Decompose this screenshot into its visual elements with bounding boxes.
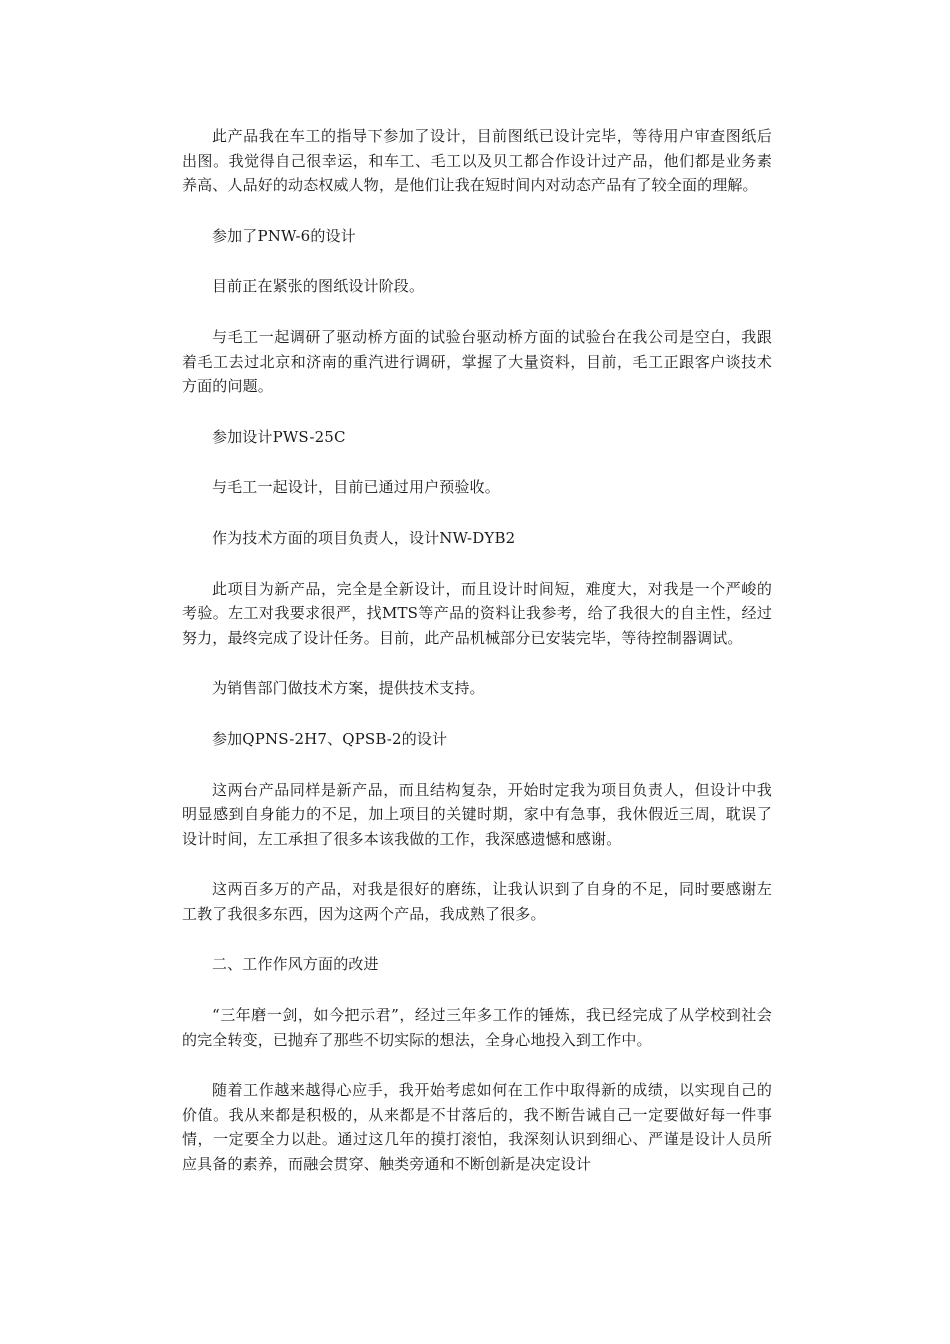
- paragraph-5: 参加设计PWS-25C: [212, 427, 346, 446]
- paragraph-12: 这两百多万的产品，对我是很好的磨练，让我认识到了自身的不足，同时要感谢左工教了我很多东西，因为这两个产品，我成熟了很多。: [182, 880, 772, 923]
- paragraph-10: 参加QPNS-2H7、QPSB-2的设计: [212, 729, 448, 748]
- paragraph-8: 此项目为新产品，完全是全新设计，而且设计时间短，难度大，对我是一个严峻的考验。左工对我要求很严，找MTS等产品的资料让我参考，给了我很大的自主性，经过努力，最终完成了设计任务。目前，此产品机械部分已安装完毕，等待控制器调试。: [182, 579, 772, 647]
- paragraph-9: 为销售部门做技术方案，提供技术支持。: [212, 679, 485, 698]
- paragraph-15: 随着工作越来越得心应手，我开始考虑如何在工作中取得新的成绩，以实现自己的价值。我从来都是积极的，从来都是不甘落后的，我不断告诫自己一定要做好每一件事情，一定要全力以赴。通过这几年的摸打滚怕，我深刻认识到细心、严谨是设计人员所应具备的素养，而融会贯穿、触类旁通和不断创新是决定设计: [182, 1081, 772, 1174]
- paragraph-14: “三年磨一剑，如今把示君”，经过三年多工作的锤炼，我已经完成了从学校到社会的完全转变，已抛弃了那些不切实际的想法，全身心地投入到工作中。: [182, 1006, 772, 1049]
- paragraph-1: 此产品我在车工的指导下参加了设计，目前图纸已设计完毕，等待用户审查图纸后出图。我觉得自己很幸运，和车工、毛工以及贝工都合作设计过产品，他们都是业务素养高、人品好的动态权威人物，是他们让我在短时间内对动态产品有了较全面的理解。: [182, 127, 772, 195]
- paragraph-7: 作为技术方面的项目负责人，设计NW-DYB2: [212, 528, 516, 547]
- paragraph-11: 这两台产品同样是新产品，而且结构复杂，开始时定我为项目负责人，但设计中我明显感到自身能力的不足，加上项目的关键时期，家中有急事，我休假近三周，耽误了设计时间，左工承担了很多本该我做的工作，我深感遗憾和感谢。: [182, 780, 772, 848]
- section-heading: 二、工作作风方面的改进: [212, 955, 379, 974]
- paragraph-4: 与毛工一起调研了驱动桥方面的试验台驱动桥方面的试验台在我公司是空白，我跟着毛工去过北京和济南的重汽进行调研，掌握了大量资料，目前，毛工正跟客户谈技术方面的问题。: [182, 327, 772, 396]
- paragraph-2: 参加了PNW-6的设计: [212, 226, 356, 245]
- document-body: [182, 124, 772, 1203]
- paragraph-6: 与毛工一起设计，目前已通过用户预验收。: [212, 478, 500, 497]
- paragraph-3: 目前正在紧张的图纸设计阶段。: [212, 277, 425, 296]
